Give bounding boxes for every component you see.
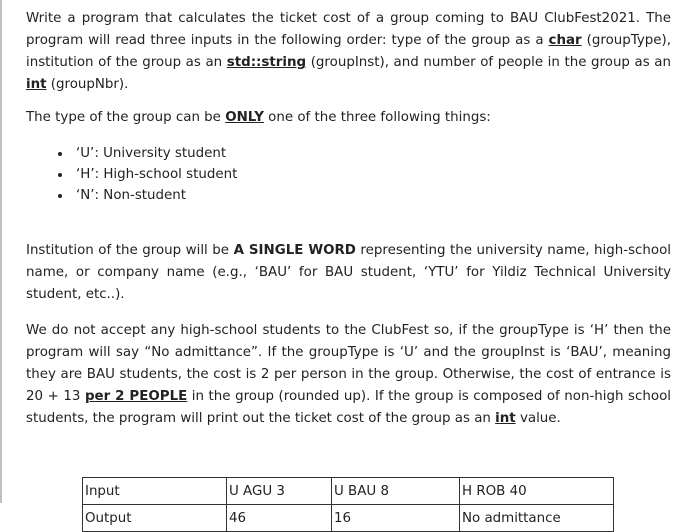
table-cell: 16 [332, 505, 460, 532]
text-run: value. [515, 411, 561, 426]
text-run: Institution of the group will be [26, 243, 234, 258]
list-item: • ‘U’: University student [72, 143, 671, 164]
table-cell: Input [83, 478, 227, 505]
text-run: representing the university name, high-school name, or company name (e.g., ‘BAU’ for BAU student, ‘YTU’ for Yildiz Technical University student, etc..). [26, 243, 672, 302]
group-type-intro [26, 107, 671, 129]
table-cell: No admittance [460, 505, 614, 532]
text-run: (groupType), institution of the group as an [26, 33, 671, 70]
table-cell: U AGU 3 [227, 478, 332, 505]
int-keyword: int [495, 411, 516, 426]
list-item: • ‘N’: Non-student [72, 185, 671, 206]
table-cell: Output [83, 505, 227, 532]
table-cell: 46 [227, 505, 332, 532]
text-run: one of the three following things: [263, 110, 491, 125]
table-row [83, 505, 614, 532]
single-word-emphasis: A SINGLE WORD [233, 243, 356, 258]
list-item: • ‘H’: High-school student [72, 164, 671, 185]
admittance-paragraph [26, 320, 671, 430]
example-io-table [82, 477, 614, 532]
int-keyword: int [26, 77, 47, 92]
text-run: The type of the group can be [26, 110, 226, 125]
per-2-people-emphasis: per 2 PEOPLE [84, 389, 188, 404]
text-run: Write a program that calculates the ticket cost of a group coming to BAU ClubFest2021. The program will read three inputs in the following order: type of the group as a [26, 11, 671, 48]
text-run: (groupInst), and number of people in the group as an [306, 55, 671, 70]
text-run: in the group (rounded up). If the group is composed of non-high school students, the program will print out the ticket cost of the group as an [26, 389, 671, 426]
table-row [83, 478, 614, 505]
intro-paragraph [26, 8, 671, 96]
text-run: We do not accept any high-school students to the ClubFest so, if the groupType is ‘H’ then the program will say “No admittance”. If the groupType is ‘U’ and the groupInst is ‘BAU’, meaning they are BAU students, the cost is 2 per person in the group. Otherwise, the cost of entrance is 20 + 13 [26, 323, 671, 404]
table-cell: H ROB 40 [460, 478, 614, 505]
string-keyword: std::string [226, 55, 307, 70]
only-emphasis: ONLY [225, 110, 264, 125]
institution-paragraph [26, 240, 671, 306]
group-type-list [26, 143, 671, 206]
char-keyword: char [548, 33, 582, 48]
text-run: (groupNbr). [46, 77, 129, 92]
table-cell: U BAU 8 [332, 478, 460, 505]
